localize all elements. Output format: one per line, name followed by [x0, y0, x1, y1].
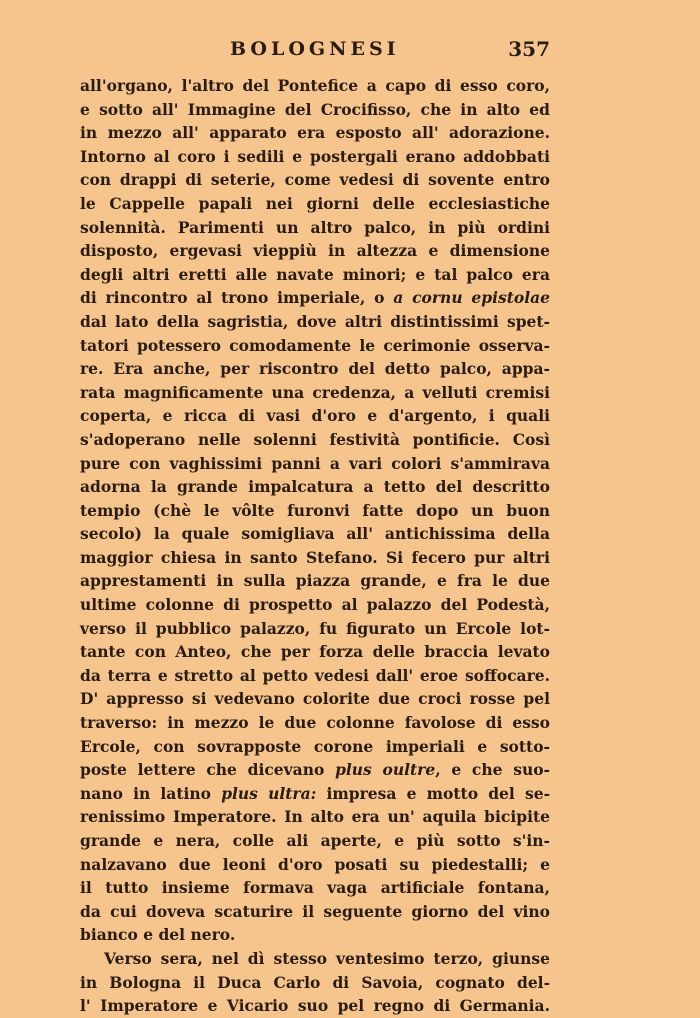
text-line: nalzavano due leoni d'oro posati su piedestalli; e: [80, 854, 550, 874]
text-line: da cui doveva scaturire il seguente giorno del vino: [80, 901, 550, 921]
text-line: da terra e stretto al petto vedesi dall' eroe soffocare.: [80, 665, 550, 685]
text-line: coperta, e ricca di vasi d'oro e d'argento, i quali: [80, 406, 550, 426]
text-line: traverso: in mezzo le due colonne favolose di esso: [80, 713, 550, 733]
text-line: in mezzo all' apparato era esposto all' adorazione.: [80, 123, 550, 143]
text-line: renissimo Imperatore. In alto era un' aquila bicipite: [80, 807, 550, 827]
text-line: [80, 286, 550, 310]
page-header: [80, 38, 550, 64]
text-run: nano in latino: [80, 783, 222, 803]
text-line: [80, 758, 550, 782]
italic-phrase: a cornu epistolae: [393, 288, 550, 308]
text-line: tatori potessero comodamente le cerimonie osserva-: [80, 335, 550, 355]
text-line: Verso sera, nel dì stesso ventesimo terzo, giunse: [104, 948, 550, 968]
text-run: impresa e motto del se-: [316, 783, 550, 803]
text-line: e sotto all' Immagine del Crocifisso, che in alto ed: [80, 99, 550, 119]
text-line: dal lato della sagristia, dove altri distintissimi spet-: [80, 311, 550, 331]
text-line: tante con Anteo, che per forza delle braccia levato: [80, 642, 550, 662]
text-line: le Cappelle papali nei giorni delle ecclesiastiche: [80, 193, 550, 213]
text-line: Intorno al coro i sedili e postergali erano addobbati: [80, 146, 550, 166]
text-line: apprestamenti in sulla piazza grande, e fra le due: [80, 571, 550, 591]
text-line: l' Imperatore e Vicario suo pel regno di Germania.: [80, 996, 550, 1016]
text-run: poste lettere che dicevano: [80, 760, 336, 780]
text-line: adorna la grande impalcatura a tetto del descritto: [80, 477, 550, 497]
text-line: bianco e del nero.: [80, 925, 236, 945]
page-number: 357: [508, 37, 550, 61]
text-line: pure con vaghissimi panni a vari colori s'ammirava: [80, 453, 550, 473]
text-line: [80, 782, 550, 806]
text-line: in Bologna il Duca Carlo di Savoia, cognato del-: [80, 972, 550, 992]
text-line: solennità. Parimenti un altro palco, in più ordini: [80, 217, 550, 237]
text-line: ultime colonne di prospetto al palazzo del Podestà,: [80, 595, 550, 615]
running-title: BOLOGNESI: [230, 38, 400, 60]
text-run: , e che suo-: [435, 760, 550, 780]
text-line: con drappi di seterie, come vedesi di sovente entro: [80, 170, 550, 190]
text-line: maggior chiesa in santo Stefano. Si fecero pur altri: [80, 547, 550, 567]
italic-phrase: plus oultre: [335, 760, 436, 780]
text-line: il tutto insieme formava vaga artificiale fontana,: [80, 878, 550, 898]
text-line: rata magnificamente una credenza, a velluti cremisi: [80, 382, 550, 402]
text-line: disposto, ergevasi vieppiù in altezza e dimensione: [80, 241, 550, 261]
text-line: grande e nera, colle ali aperte, e più sotto s'in-: [80, 831, 550, 850]
text-line: Ercole, con sovrapposte corone imperiali e sotto-: [80, 736, 550, 756]
text-line: verso il pubblico palazzo, fu figurato un Ercole lot-: [80, 618, 550, 638]
text-line: secolo) la quale somigliava all' antichissima della: [80, 524, 550, 544]
text-line: s'adoperano nelle solenni festività pontificie. Così: [80, 429, 550, 449]
text-line: all'organo, l'altro del Pontefice a capo di esso coro,: [80, 76, 550, 95]
text-line: tempio (chè le vôlte furonvi fatte dopo un buon: [80, 500, 550, 520]
text-line: degli altri eretti alle navate minori; e tal palco era: [80, 264, 550, 284]
text-line: D' appresso si vedevano colorite due croci rosse pel: [80, 689, 550, 709]
text-line: re. Era anche, per riscontro del detto palco, appa-: [80, 359, 550, 379]
body-text: [80, 74, 550, 1018]
text-run: di rincontro al trono imperiale, o: [80, 288, 394, 308]
italic-phrase: plus ultra:: [221, 783, 317, 803]
